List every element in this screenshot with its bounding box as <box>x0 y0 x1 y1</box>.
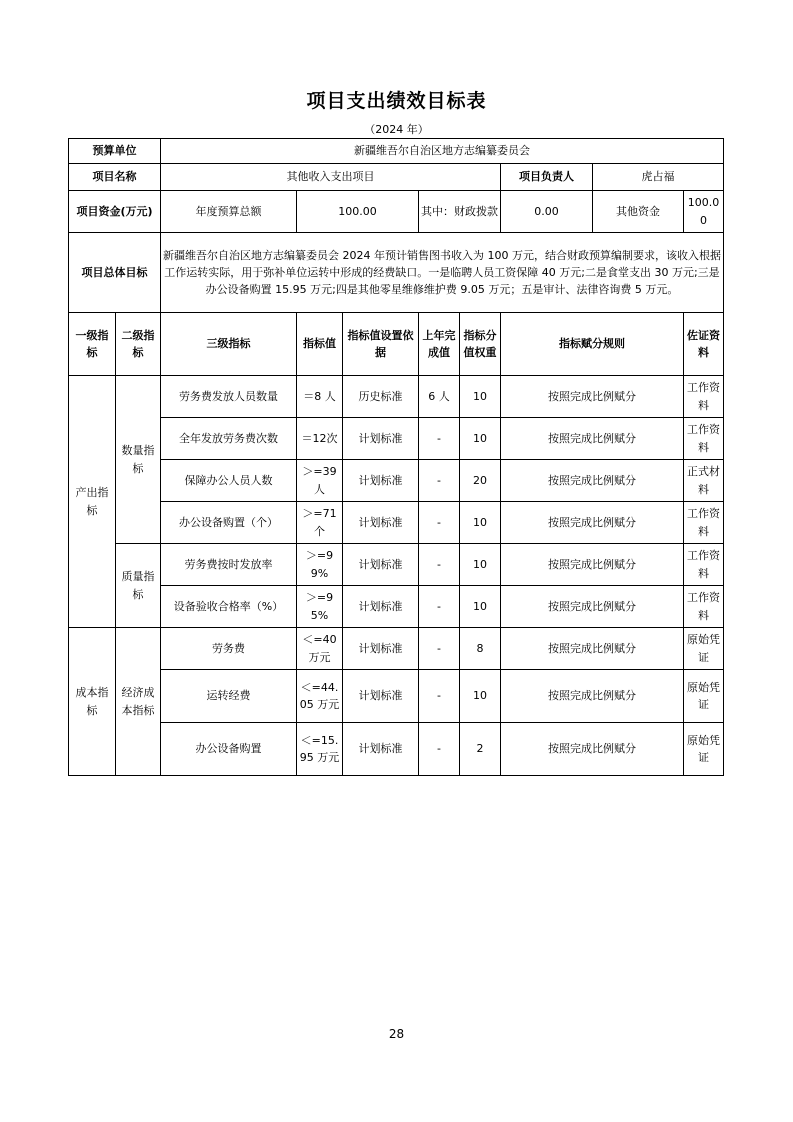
indicator-row <box>69 376 724 418</box>
value-basis: 计划标准 <box>343 502 419 544</box>
indicator-value: ＜=40万元 <box>297 628 343 670</box>
last-year-value: - <box>419 723 460 776</box>
col-basis-header: 指标值设置依据 <box>343 313 419 376</box>
level3-indicator: 办公设备购置 <box>161 723 297 776</box>
level3-indicator: 全年发放劳务费次数 <box>161 418 297 460</box>
unit-value: 新疆维吾尔自治区地方志编纂委员会 <box>161 139 724 164</box>
scoring-rule: 按照完成比例赋分 <box>501 418 684 460</box>
column-header-row <box>69 313 724 376</box>
row-overall-goal <box>69 233 724 313</box>
indicator-weight: 10 <box>460 376 501 418</box>
col-last-year-header: 上年完成值 <box>419 313 460 376</box>
fiscal-allocation-value: 0.00 <box>501 191 593 233</box>
evidence: 原始凭证 <box>684 628 724 670</box>
fiscal-allocation-label: 其中：财政拨款 <box>419 191 501 233</box>
level2-indicator: 经济成本指标 <box>116 628 161 776</box>
level3-indicator: 劳务费按时发放率 <box>161 544 297 586</box>
indicator-row <box>69 544 724 586</box>
level2-indicator: 质量指标 <box>116 544 161 628</box>
indicator-row <box>69 670 724 723</box>
unit-label: 预算单位 <box>69 139 161 164</box>
last-year-value: - <box>419 418 460 460</box>
indicator-row <box>69 723 724 776</box>
indicator-row <box>69 628 724 670</box>
indicator-value: ＞=99% <box>297 544 343 586</box>
scoring-rule: 按照完成比例赋分 <box>501 723 684 776</box>
last-year-value: - <box>419 586 460 628</box>
document-title: 项目支出绩效目标表 <box>306 90 487 112</box>
level2-indicator: 数量指标 <box>116 376 161 544</box>
value-basis: 计划标准 <box>343 418 419 460</box>
performance-target-table <box>68 138 724 776</box>
indicator-row <box>69 502 724 544</box>
indicator-value: ＞=71个 <box>297 502 343 544</box>
scoring-rule: 按照完成比例赋分 <box>501 502 684 544</box>
col-level3-header: 三级指标 <box>161 313 297 376</box>
indicator-value: ＞=39人 <box>297 460 343 502</box>
scoring-rule: 按照完成比例赋分 <box>501 376 684 418</box>
budget-year: （2024 年） <box>364 123 429 136</box>
indicator-value: ＝8 人 <box>297 376 343 418</box>
scoring-rule: 按照完成比例赋分 <box>501 460 684 502</box>
value-basis: 计划标准 <box>343 670 419 723</box>
indicator-weight: 10 <box>460 544 501 586</box>
last-year-value: - <box>419 460 460 502</box>
indicator-weight: 8 <box>460 628 501 670</box>
level1-indicator: 成本指标 <box>69 628 116 776</box>
indicator-row <box>69 418 724 460</box>
last-year-value: - <box>419 544 460 586</box>
evidence: 工作资料 <box>684 586 724 628</box>
value-basis: 历史标准 <box>343 376 419 418</box>
level1-indicator: 产出指标 <box>69 376 116 628</box>
row-funds <box>69 191 724 233</box>
evidence: 工作资料 <box>684 376 724 418</box>
project-leader-value: 虎占福 <box>593 164 724 191</box>
indicator-weight: 2 <box>460 723 501 776</box>
evidence: 工作资料 <box>684 418 724 460</box>
indicator-weight: 10 <box>460 670 501 723</box>
evidence: 正式材料 <box>684 460 724 502</box>
indicator-weight: 20 <box>460 460 501 502</box>
col-rule-header: 指标赋分规则 <box>501 313 684 376</box>
indicator-weight: 10 <box>460 418 501 460</box>
value-basis: 计划标准 <box>343 460 419 502</box>
col-level2-header: 二级指标 <box>116 313 161 376</box>
annual-budget-label: 年度预算总额 <box>161 191 297 233</box>
level3-indicator: 保障办公人员人数 <box>161 460 297 502</box>
row-unit <box>69 139 724 164</box>
other-funds-value: 100.00 <box>684 191 724 233</box>
level3-indicator: 劳务费发放人员数量 <box>161 376 297 418</box>
page-number: 28 <box>388 1027 405 1041</box>
last-year-value: 6 人 <box>419 376 460 418</box>
overall-goal-text: 新疆维吾尔自治区地方志编纂委员会 2024 年预计销售图书收入为 100 万元，结合财政预算编制要求，该收入根据工作运转实际，用于弥补单位运转中形成的经费缺口。一是临聘人员工资保障 40 万元;二是食堂支出 30 万元;三是办公设备购置 15.95 万元;四是其他零星维修维护费 9.05 万元；五是审计、法律咨询费 5 万元。 <box>161 233 724 313</box>
scoring-rule: 按照完成比例赋分 <box>501 670 684 723</box>
indicator-value: ＜=44.05 万元 <box>297 670 343 723</box>
indicator-weight: 10 <box>460 502 501 544</box>
indicator-value: ＞=95% <box>297 586 343 628</box>
table-body <box>69 139 724 776</box>
evidence: 原始凭证 <box>684 723 724 776</box>
evidence: 工作资料 <box>684 544 724 586</box>
scoring-rule: 按照完成比例赋分 <box>501 586 684 628</box>
evidence: 工作资料 <box>684 502 724 544</box>
level3-indicator: 劳务费 <box>161 628 297 670</box>
level3-indicator: 设备验收合格率（%） <box>161 586 297 628</box>
overall-goal-label: 项目总体目标 <box>69 233 161 313</box>
col-value-header: 指标值 <box>297 313 343 376</box>
project-name-value: 其他收入支出项目 <box>161 164 501 191</box>
indicator-value: ＝12次 <box>297 418 343 460</box>
indicator-value: ＜=15.95 万元 <box>297 723 343 776</box>
col-weight-header: 指标分值权重 <box>460 313 501 376</box>
value-basis: 计划标准 <box>343 723 419 776</box>
other-funds-label: 其他资金 <box>593 191 684 233</box>
project-name-label: 项目名称 <box>69 164 161 191</box>
row-project-name <box>69 164 724 191</box>
indicator-weight: 10 <box>460 586 501 628</box>
fund-label: 项目资金(万元) <box>69 191 161 233</box>
indicator-row <box>69 460 724 502</box>
col-evidence-header: 佐证资料 <box>684 313 724 376</box>
level3-indicator: 运转经费 <box>161 670 297 723</box>
value-basis: 计划标准 <box>343 628 419 670</box>
indicator-row <box>69 586 724 628</box>
scoring-rule: 按照完成比例赋分 <box>501 628 684 670</box>
project-leader-label: 项目负责人 <box>501 164 593 191</box>
level3-indicator: 办公设备购置（个） <box>161 502 297 544</box>
scoring-rule: 按照完成比例赋分 <box>501 544 684 586</box>
evidence: 原始凭证 <box>684 670 724 723</box>
value-basis: 计划标准 <box>343 586 419 628</box>
col-level1-header: 一级指标 <box>69 313 116 376</box>
annual-budget-value: 100.00 <box>297 191 419 233</box>
last-year-value: - <box>419 502 460 544</box>
last-year-value: - <box>419 628 460 670</box>
last-year-value: - <box>419 670 460 723</box>
value-basis: 计划标准 <box>343 544 419 586</box>
